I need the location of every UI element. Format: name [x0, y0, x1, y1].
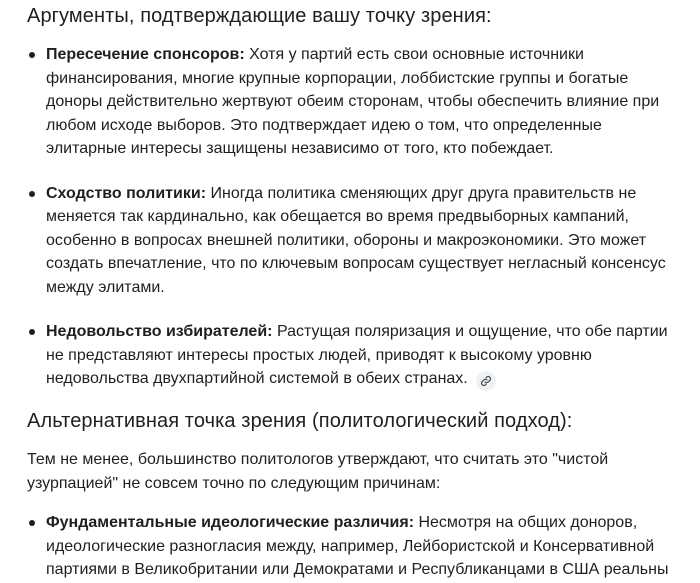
bullet-dot: [29, 329, 35, 335]
bullet-dot: [29, 520, 35, 526]
bullet-dot: [29, 52, 35, 58]
list-item: [0, 320, 700, 391]
supporting-arguments-list: [0, 43, 700, 391]
bullet-text: Несмотря на общих доноров, идеологические разногласия между, например, Лейбористской и Консервативной партиями в Великобритании или Демократами и Республиканцами в США реальны: [46, 514, 669, 578]
section-heading-alternative-view: Альтернативная точка зрения (политологический подход):: [27, 410, 573, 432]
section-heading-supporting-arguments: Аргументы, подтверждающие вашу точку зрения:: [27, 5, 492, 27]
alternative-arguments-list: [0, 511, 700, 582]
bullet-text: Растущая поляризация и ощущение, что обе партии не представляют интересы простых людей, приводят к высокому уровню недовольства двухпартийной системой в обеих странах.: [46, 323, 668, 387]
link-icon: [480, 375, 492, 387]
list-item: [0, 182, 700, 300]
bullet-lead: Пересечение спонсоров:: [46, 46, 245, 63]
intro-paragraph: Тем не менее, большинство политологов утверждают, что считать это "чистой узурпацией" не совсем точно по следующим причинам:: [27, 451, 609, 492]
list-item: [0, 511, 700, 582]
bullet-lead: Сходство политики:: [46, 184, 207, 202]
bullet-text: Хотя у партий есть свои основные источники финансирования, многие крупные корпорации, лоббистские группы и богатые доноры действительно жертвуют обеим сторонам, чтобы обеспечить влияние при любом исходе выборов. Это подтверждает идею о том, что определенные элитарные интересы защищены независимо от того, кто побеждает.: [46, 46, 660, 157]
bullet-dot: [29, 191, 35, 197]
bullet-lead: Фундаментальные идеологические различия:: [46, 514, 415, 531]
source-link-button[interactable]: [476, 371, 496, 391]
bullet-text: Иногда политика сменяющих друг друга правительств не меняется так кардинально, как обещается во время предвыборных кампаний, особенно в вопросах внешней политики, обороны и макроэкономики. Это может создать впечатление, что по ключевым вопросам существует негласный консенсус между элитами.: [46, 184, 666, 296]
list-item: [0, 43, 700, 161]
bullet-lead: Недовольство избирателей:: [46, 323, 273, 340]
